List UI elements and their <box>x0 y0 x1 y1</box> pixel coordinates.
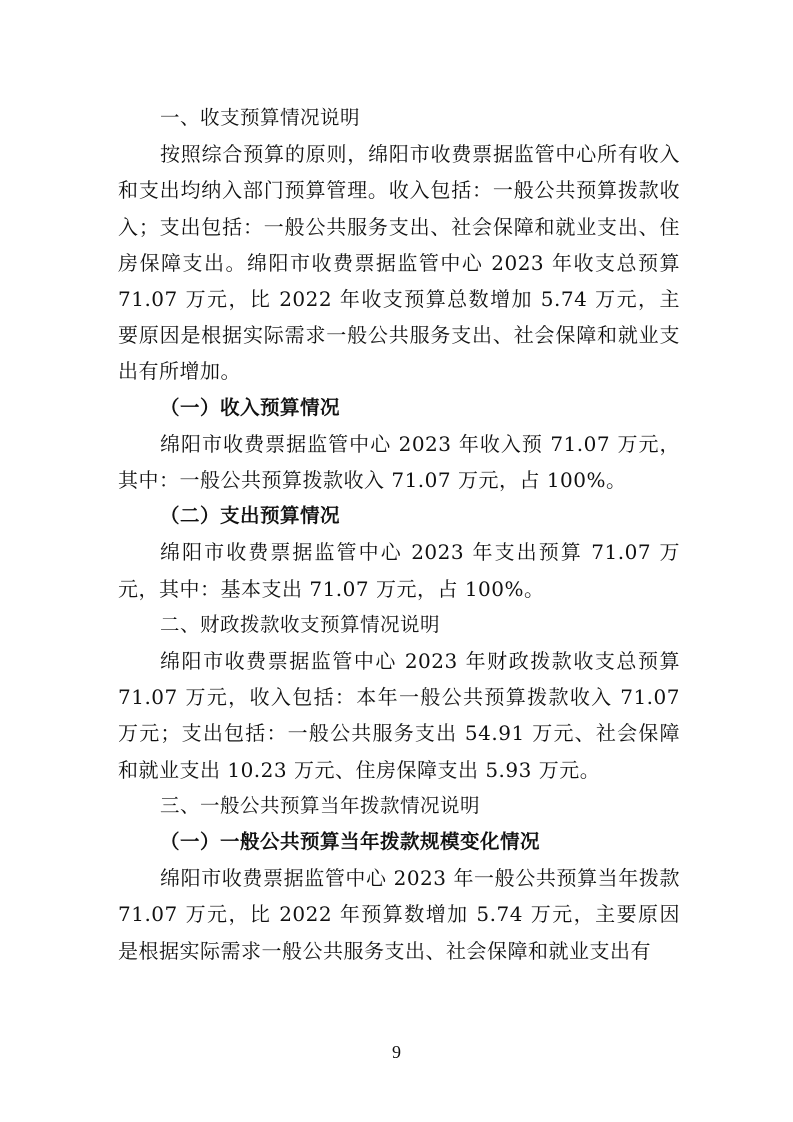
section-heading-3: 三、一般公共预算当年拨款情况说明 <box>160 793 481 817</box>
subsection-heading-expenditure: （二）支出预算情况 <box>160 504 341 528</box>
expenditure-budget-paragraph: 绵阳市收费票据监管中心 2023 年支出预算 71.07 万元，其中：基本支出 71.07 万元，占 100%。 <box>118 540 680 601</box>
section-heading-1: 一、收支预算情况说明 <box>160 106 361 129</box>
section-heading-2: 二、财政拨款收支预算情况说明 <box>160 612 441 636</box>
page-number: 9 <box>392 1042 401 1062</box>
fiscal-appropriation-paragraph: 绵阳市收费票据监管中心 2023 年财政拨款收支总预算 71.07 万元，收入包括：本年一般公共预算拨款收入 71.07 万元；支出包括：一般公共服务支出 54.91 万元、社会保障和就业支出 10.23 万元、住房保障支出 5.93 万元。 <box>118 649 680 782</box>
income-budget-paragraph: 绵阳市收费票据监管中心 2023 年收入预 71.07 万元，其中：一般公共预算拨款收入 71.07 万元，占 100%。 <box>118 431 680 493</box>
subsection-heading-scale-change: （一）一般公共预算当年拨款规模变化情况 <box>160 830 541 854</box>
page-content <box>118 100 680 969</box>
subsection-heading-income: （一）收入预算情况 <box>160 395 341 419</box>
section1-intro-paragraph: 按照综合预算的原则，绵阳市收费票据监管中心所有收入和支出均纳入部门预算管理。收入包括：一般公共预算拨款收入；支出包括：一般公共服务支出、社会保障和就业支出、住房保障支出。绵阳市收费票据监管中心 2023 年收支总预算 71.07 万元，比 2022 年收支预算总数增加 5.74 万元，主要原因是根据实际需求一般公共服务支出、社会保障和就业支出有所增加。 <box>118 142 680 384</box>
scale-change-paragraph: 绵阳市收费票据监管中心 2023 年一般公共预算当年拨款 71.07 万元，比 2022 年预算数增加 5.74 万元，主要原因是根据实际需求一般公共服务支出、社会保障和就业支出有 <box>118 866 680 963</box>
